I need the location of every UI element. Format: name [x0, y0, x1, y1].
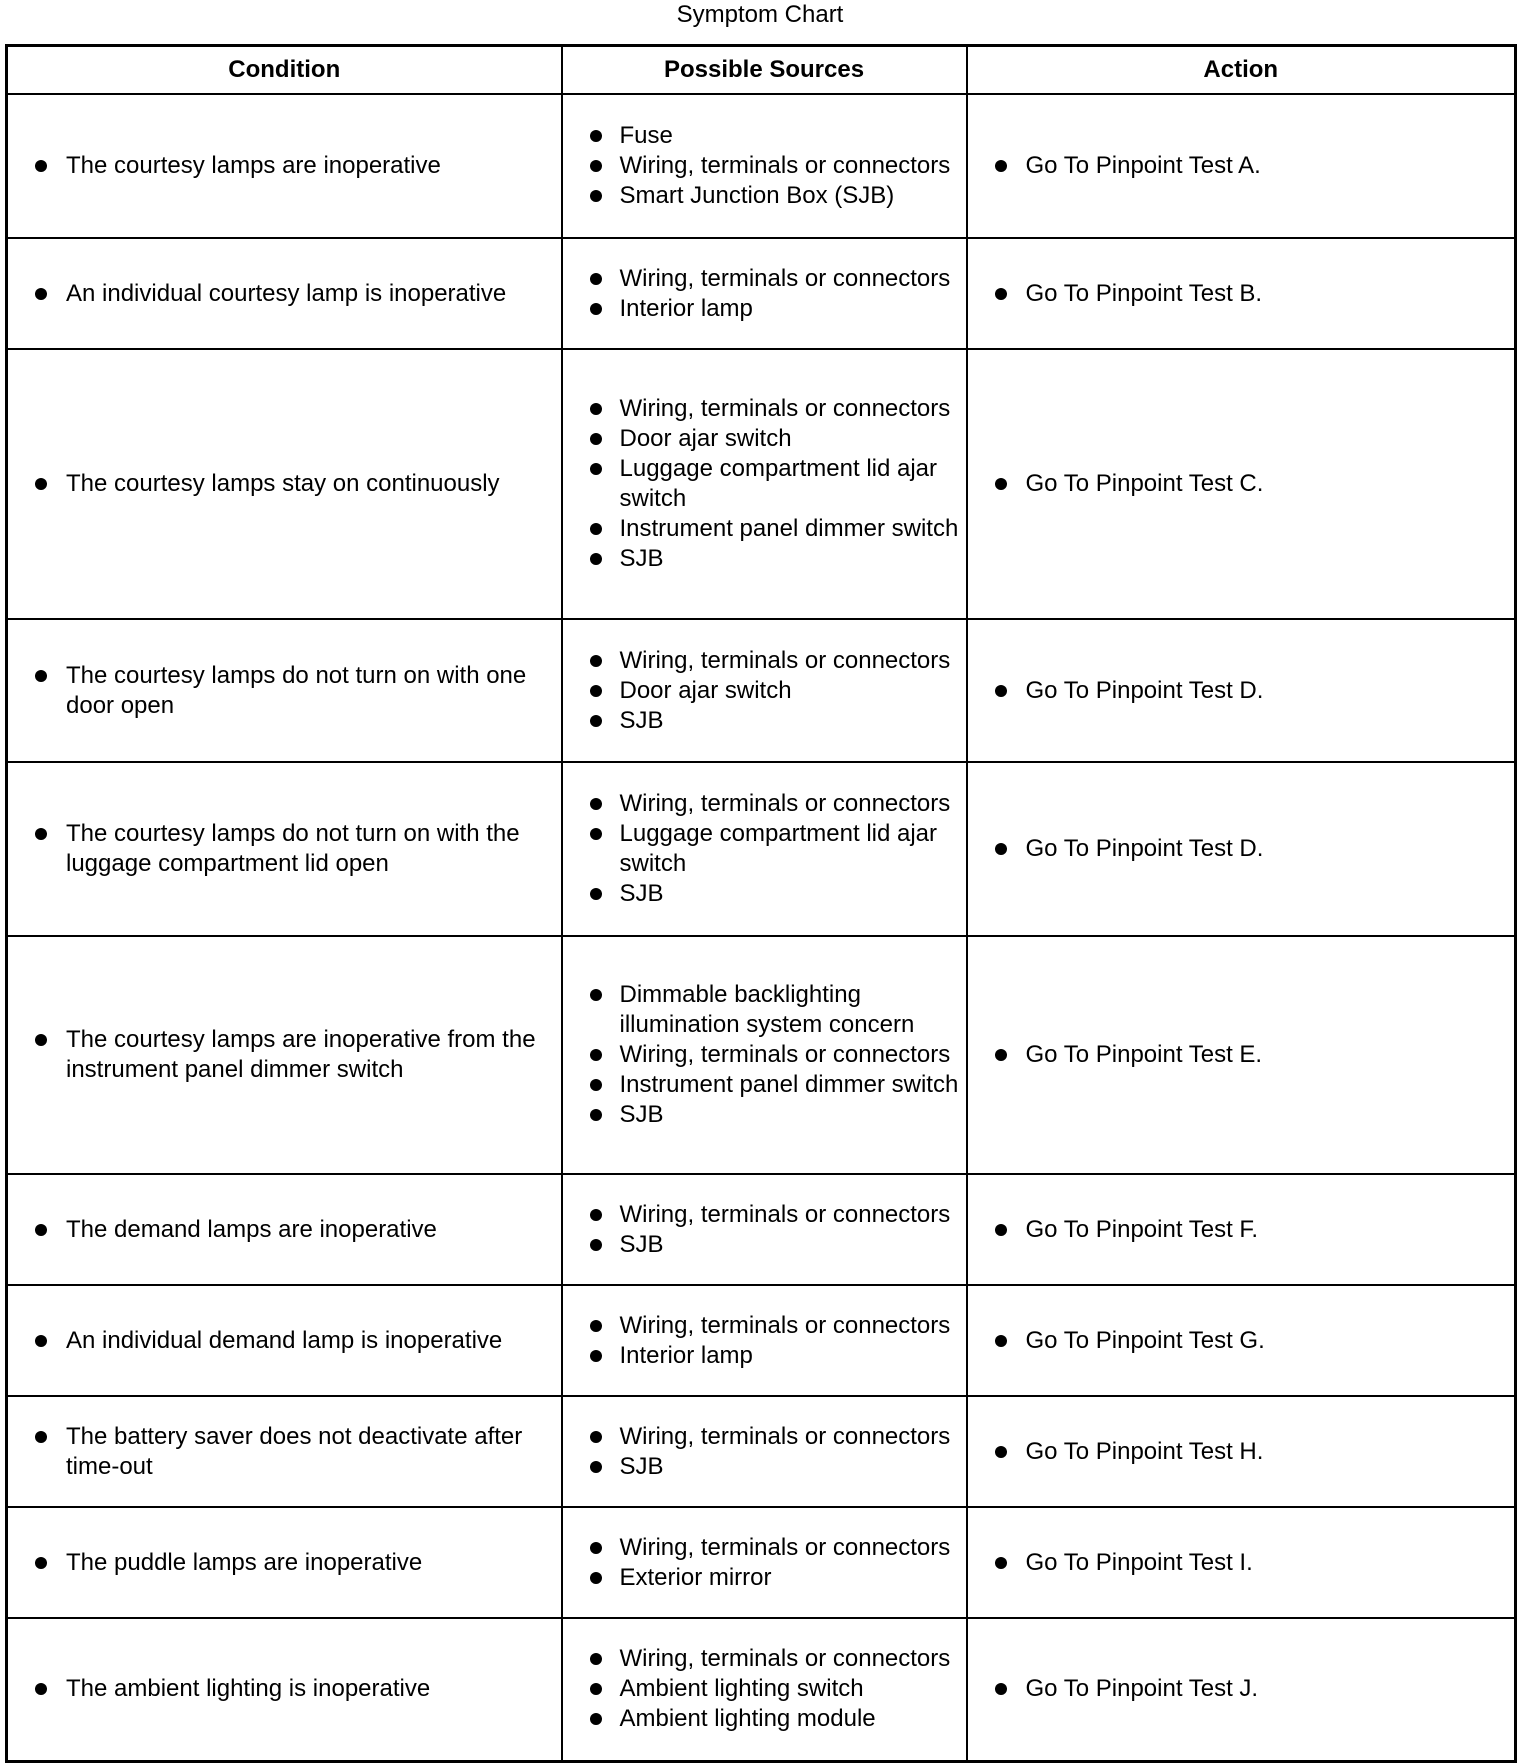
- action-cell: [967, 619, 1516, 762]
- condition-cell: [7, 1507, 562, 1618]
- symptom-table: [5, 44, 1517, 1763]
- condition-text: The demand lamps are inoperative: [66, 1215, 551, 1245]
- chart-title: Symptom Chart: [676, 1, 844, 28]
- source-item: Dimmable backlighting illumination system concern: [620, 980, 960, 1040]
- source-item: Wiring, terminals or connectors: [620, 394, 960, 424]
- condition-text: The courtesy lamps do not turn on with the luggage compartment lid open: [66, 819, 551, 879]
- source-item: Wiring, terminals or connectors: [620, 1200, 960, 1230]
- condition-text: The courtesy lamps are inoperative: [66, 151, 551, 181]
- source-item: SJB: [620, 879, 960, 909]
- action-text: Go To Pinpoint Test A.: [1026, 151, 1505, 181]
- sources-cell: [562, 762, 967, 936]
- sources-cell: [562, 1396, 967, 1507]
- source-item: Wiring, terminals or connectors: [620, 1040, 960, 1070]
- action-cell: [967, 238, 1516, 349]
- table-row: [7, 619, 1516, 762]
- condition-cell: [7, 238, 562, 349]
- condition-text: The ambient lighting is inoperative: [66, 1674, 551, 1704]
- condition-cell: [7, 936, 562, 1174]
- action-cell: [967, 1174, 1516, 1285]
- table-row: [7, 238, 1516, 349]
- source-item: Luggage compartment lid ajar switch: [620, 454, 960, 514]
- source-item: Door ajar switch: [620, 676, 960, 706]
- source-item: Instrument panel dimmer switch: [619, 1071, 959, 1098]
- source-item: Wiring, terminals or connectors: [620, 151, 960, 181]
- action-header: Action: [967, 46, 1516, 95]
- action-cell: [967, 1618, 1516, 1761]
- sources-cell: [562, 619, 967, 762]
- source-item: Wiring, terminals or connectors: [620, 789, 960, 819]
- condition-cell: [7, 94, 562, 238]
- source-item: Wiring, terminals or connectors: [620, 646, 960, 676]
- table-row: [7, 1174, 1516, 1285]
- action-text: Go To Pinpoint Test D.: [1026, 834, 1505, 864]
- sources-cell: [562, 349, 967, 619]
- source-item: Interior lamp: [620, 1341, 960, 1371]
- action-cell: [967, 762, 1516, 936]
- sources-cell: [562, 1507, 967, 1618]
- sources-cell: [562, 1285, 967, 1396]
- condition-cell: [7, 1618, 562, 1761]
- source-item: Ambient lighting switch: [620, 1674, 960, 1704]
- action-text: Go To Pinpoint Test G.: [1026, 1326, 1505, 1356]
- table-row: [7, 94, 1516, 238]
- source-item: Ambient lighting module: [620, 1704, 960, 1734]
- action-text: Go To Pinpoint Test J.: [1026, 1674, 1505, 1704]
- action-text: Go To Pinpoint Test E.: [1026, 1040, 1505, 1070]
- source-item: SJB: [620, 1230, 960, 1260]
- sources-cell: [562, 936, 967, 1174]
- condition-header: Condition: [7, 46, 562, 95]
- condition-text: An individual demand lamp is inoperative: [66, 1326, 551, 1356]
- source-item: Instrument panel dimmer switch: [619, 515, 959, 542]
- sources-cell: [562, 94, 967, 238]
- condition-cell: [7, 1285, 562, 1396]
- action-cell: [967, 94, 1516, 238]
- table-row: [7, 936, 1516, 1174]
- source-item: Wiring, terminals or connectors: [620, 264, 960, 294]
- condition-text: The courtesy lamps do not turn on with one door open: [66, 661, 551, 721]
- action-cell: [967, 1285, 1516, 1396]
- source-item: SJB: [620, 544, 960, 574]
- action-cell: [967, 349, 1516, 619]
- source-item: Exterior mirror: [620, 1563, 960, 1593]
- condition-text: The courtesy lamps are inoperative from the instrument panel dimmer switch: [66, 1025, 551, 1085]
- action-text: Go To Pinpoint Test D.: [1026, 676, 1505, 706]
- action-cell: [967, 1396, 1516, 1507]
- condition-cell: [7, 619, 562, 762]
- action-text: Go To Pinpoint Test I.: [1026, 1548, 1505, 1578]
- action-cell: [967, 1507, 1516, 1618]
- source-item: SJB: [620, 1100, 960, 1130]
- table-row: [7, 349, 1516, 619]
- table-row: [7, 1396, 1516, 1507]
- source-item: Fuse: [620, 121, 960, 151]
- header-row: [7, 46, 1516, 95]
- condition-cell: [7, 349, 562, 619]
- source-item: Wiring, terminals or connectors: [620, 1311, 960, 1341]
- action-text: Go To Pinpoint Test C.: [1026, 469, 1505, 499]
- condition-cell: [7, 1396, 562, 1507]
- source-item: SJB: [620, 1452, 960, 1482]
- action-text: Go To Pinpoint Test F.: [1026, 1215, 1505, 1245]
- source-item: Luggage compartment lid ajar switch: [620, 819, 960, 879]
- condition-cell: [7, 762, 562, 936]
- source-item: Interior lamp: [620, 294, 960, 324]
- source-item: Wiring, terminals or connectors: [620, 1422, 960, 1452]
- source-item: Wiring, terminals or connectors: [620, 1533, 960, 1563]
- source-item: SJB: [620, 706, 960, 736]
- source-item: Smart Junction Box (SJB): [620, 181, 960, 211]
- table-row: [7, 1618, 1516, 1761]
- table-row: [7, 1285, 1516, 1396]
- action-text: Go To Pinpoint Test H.: [1026, 1437, 1505, 1467]
- table-row: [7, 762, 1516, 936]
- sources-header: Possible Sources: [562, 46, 967, 95]
- table-row: [7, 1507, 1516, 1618]
- condition-text: The battery saver does not deactivate after time-out: [66, 1422, 551, 1482]
- condition-text: An individual courtesy lamp is inoperative: [66, 279, 551, 309]
- action-text: Go To Pinpoint Test B.: [1026, 279, 1505, 309]
- sources-cell: [562, 238, 967, 349]
- source-item: Wiring, terminals or connectors: [620, 1644, 960, 1674]
- source-item: Door ajar switch: [620, 424, 960, 454]
- sources-cell: [562, 1618, 967, 1761]
- condition-text: The puddle lamps are inoperative: [66, 1548, 551, 1578]
- condition-text: The courtesy lamps stay on continuously: [66, 469, 551, 499]
- sources-cell: [562, 1174, 967, 1285]
- action-cell: [967, 936, 1516, 1174]
- condition-cell: [7, 1174, 562, 1285]
